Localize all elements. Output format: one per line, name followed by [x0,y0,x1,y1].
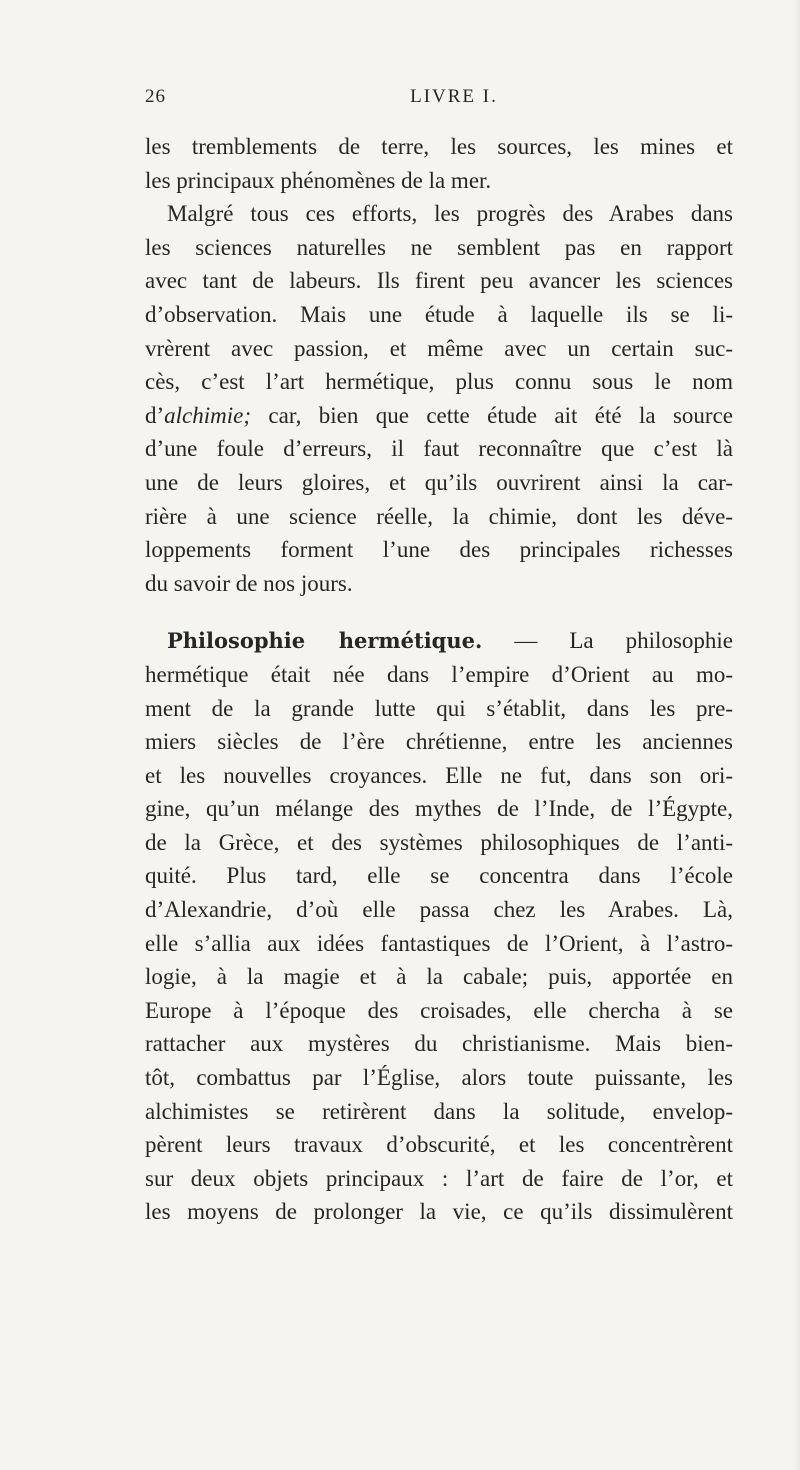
text-line: rattacher aux mystères du christianisme. Mais bien- [145,1031,733,1057]
page-edge-shadow [794,0,800,1470]
text-line: quité. Plus tard, elle se concentra dans l’école [145,863,733,889]
text-line: pèrent leurs travaux d’obscurité, et les concentrèrent [145,1132,733,1158]
text-line [145,624,733,658]
text-line: tôt, combattus par l’Église, alors toute puissante, les [145,1065,733,1091]
text-line: d’une foule d’erreurs, il faut reconnaître que c’est là [145,436,733,462]
page-number: 26 [145,86,166,107]
page-header [145,86,733,116]
text-line: les tremblements de terre, les sources, les mines et [145,134,733,159]
text-line: miers siècles de l’ère chrétienne, entre les anciennes [145,729,733,755]
section-philosophie-hermetique [145,624,733,1229]
text-fragment: car, bien que cette étude ait été la source [251,402,733,428]
text-line: les sciences naturelles ne semblent pas en rapport [145,234,733,260]
text-line: Europe à l’époque des croisades, elle chercha à se [145,997,733,1023]
text-line: avec tant de labeurs. Ils firent peu avancer les sciences [145,268,733,294]
text-line: les moyens de prolonger la vie, ce qu’ils dissimulèrent [145,1199,733,1225]
paragraph [145,197,733,600]
text-line: elle s’allia aux idées fantastiques de l’Orient, à l’astro- [145,930,733,956]
section-gap [145,600,733,624]
text-line: rière à une science réelle, la chimie, dont les déve- [145,503,733,529]
text-line: Malgré tous ces efforts, les progrès des Arabes dans [167,201,733,227]
section-heading: Philosophie hermétique. [167,628,483,654]
text-line: du savoir de nos jours. [145,570,353,596]
text-line: gine, qu’un mélange des mythes de l’Inde, de l’Égypte, [145,796,733,822]
text-line [145,399,733,433]
text-line: et les nouvelles croyances. Elle ne fut, dans son ori- [145,762,733,788]
text-line: hermétique était née dans l’empire d’Orient au mo- [145,661,733,687]
text-line: d’Alexandrie, d’où elle passa chez les Arabes. Là, [145,897,733,923]
text-fragment: d’ [145,402,165,428]
text-line: vrèrent avec passion, et même avec un certain suc- [145,335,733,361]
text-line: cès, c’est l’art hermétique, plus connu sous le nom [145,369,733,395]
text-line: d’observation. Mais une étude à laquelle ils se li- [145,301,733,327]
text-line: alchimistes se retirèrent dans la solitude, envelop- [145,1098,733,1124]
text-line: les principaux phénomènes de la mer. [145,167,492,193]
paragraph [145,130,733,197]
text-line: sur deux objets principaux : l’art de faire de l’or, et [145,1165,733,1191]
running-title: LIVRE I. [410,86,498,107]
text-line: ment de la grande lutte qui s’établit, dans les pre- [145,695,733,721]
text-fragment: — La philosophie [482,628,733,654]
text-line: une de leurs gloires, et qu’ils ouvrirent ainsi la car- [145,469,733,495]
text-line: loppements forment l’une des principales richesses [145,537,733,563]
text-line: de la Grèce, et des systèmes philosophiques de l’anti- [145,829,733,855]
italic-term: alchimie; [164,402,252,428]
body-text [145,130,733,1229]
text-line: logie, à la magie et à la cabale; puis, apportée en [145,964,733,990]
